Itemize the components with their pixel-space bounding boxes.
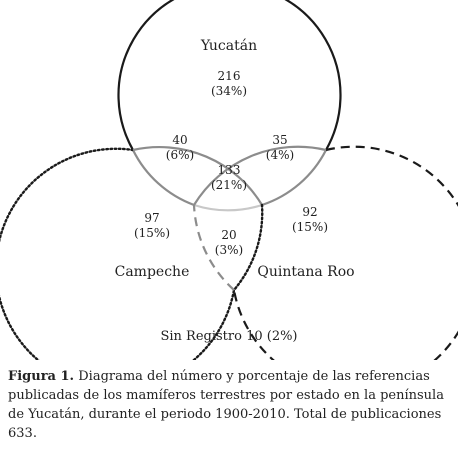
caption-label: Figura 1. bbox=[8, 369, 75, 384]
quintana-roo-label: Quintana Roo bbox=[257, 264, 355, 280]
campeche-percent: (15%) bbox=[133, 226, 171, 240]
yucatan-circle-inner-arc bbox=[194, 205, 262, 210]
sin-registro-label: Sin Registro 10 (2%) bbox=[160, 329, 298, 344]
campeche-quintana-roo-percent: (3%) bbox=[214, 243, 244, 257]
all-three-count: 133 bbox=[217, 163, 241, 177]
yucatan-campeche-percent: (6%) bbox=[165, 148, 195, 162]
yucatan-quintana-roo-count: 35 bbox=[272, 133, 288, 147]
quintana-roo-circle-upper-arc bbox=[194, 147, 326, 205]
yucatan-quintana-roo-percent: (4%) bbox=[265, 148, 295, 162]
figure-caption bbox=[8, 367, 454, 443]
campeche-count: 97 bbox=[144, 211, 160, 225]
yucatan-count: 216 bbox=[217, 69, 241, 83]
all-three-percent: (21%) bbox=[210, 178, 248, 192]
yucatan-campeche-count: 40 bbox=[172, 133, 188, 147]
campeche-quintana-roo-count: 20 bbox=[221, 228, 237, 242]
caption-text: Diagrama del número y porcentaje de las referencias publicadas de los mamíferos terrestres por estado en la península de Yucatán, durante el periodo 1900-2010. Total de publicaciones 633. bbox=[8, 369, 444, 441]
yucatan-percent: (34%) bbox=[210, 84, 248, 98]
quintana-roo-count: 92 bbox=[302, 205, 318, 219]
quintana-roo-percent: (15%) bbox=[291, 220, 329, 234]
campeche-circle-upper-arc bbox=[133, 147, 262, 205]
yucatan-label: Yucatán bbox=[200, 38, 258, 54]
quintana-roo-circle bbox=[234, 147, 458, 360]
campeche-label: Campeche bbox=[114, 264, 190, 280]
